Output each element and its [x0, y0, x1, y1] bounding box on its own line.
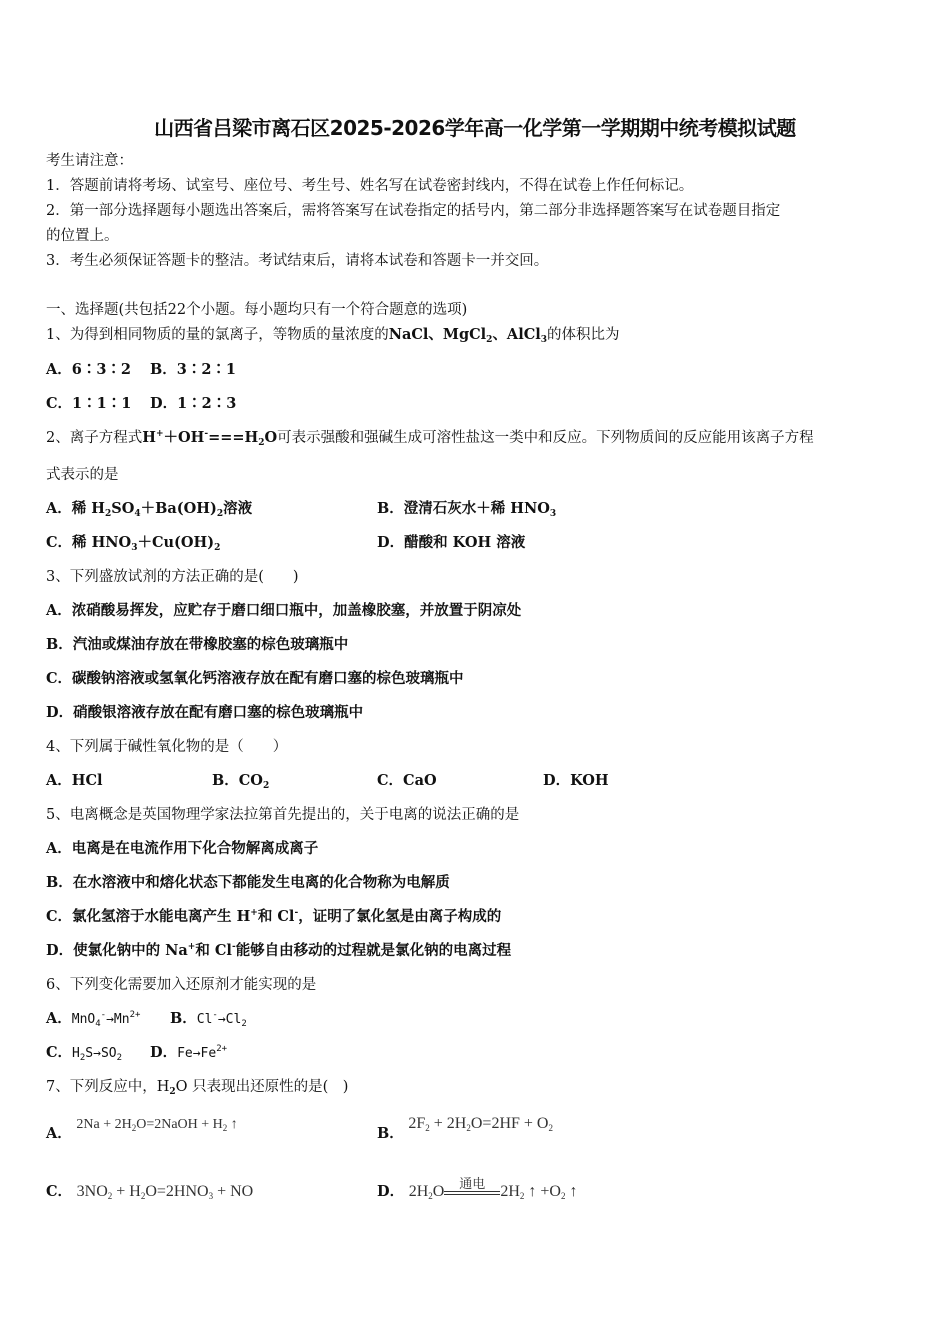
notice-item-2: 2．第一部分选择题每小题选出答案后，需将答案写在试卷指定的括号内，第二部分非选择题答案写在试卷题目指定	[46, 203, 781, 219]
q6-option-d[interactable]: D．$Fe\to Fe^{2+}$	[150, 1044, 228, 1061]
page-title: 山西省吕梁市离石区2025-2026学年高一化学第一学期期中统考模拟试题	[154, 116, 796, 140]
q2-option-a[interactable]: A．稀 $H_2SO_4+Ba(OH)_2$溶液	[46, 500, 253, 519]
q6-option-c[interactable]: C．$H_2S\to SO_2$	[46, 1044, 123, 1063]
q6-option-b[interactable]: B．$Cl^-\to Cl_2$	[170, 1010, 247, 1029]
q4-stem: 4、下列属于碱性氧化物的是（ ）	[46, 739, 288, 755]
equals-arrow	[444, 1191, 500, 1195]
q2-option-b[interactable]: B．澄清石灰水＋稀 $HNO_3$	[377, 500, 557, 519]
q2-option-c[interactable]: C．稀 $HNO_3+Cu(OH)_2$	[46, 534, 221, 553]
q1-stem: 1、为得到相同物质的量的氯离子，等物质的量浓度的NaCl、MgCl$_2$、AlCl$_3$的体积比为	[46, 326, 620, 345]
q3-option-d[interactable]: D．硝酸银溶液存放在配有磨口塞的棕色玻璃瓶中	[46, 704, 364, 721]
q5-option-b[interactable]: B．在水溶液中和熔化状态下都能发生电离的化合物称为电解质	[46, 874, 450, 891]
q4-option-a[interactable]: A．HCl	[46, 772, 103, 789]
q3-option-a[interactable]: A．浓硝酸易挥发，应贮存于磨口细口瓶中，加盖橡胶塞，并放置于阴凉处	[46, 602, 522, 619]
q7-option-d[interactable]: D． $2H_2O$ 通电 $2H_2$ ↑ $+O_2$ ↑	[377, 1176, 578, 1201]
q5-option-a[interactable]: A．电离是在电流作用下化合物解离成离子	[46, 840, 319, 857]
q5-stem: 5、电离概念是英国物理学家法拉第首先提出的，关于电离的说法正确的是	[46, 807, 520, 823]
q7-option-a[interactable]: A． $2Na + 2H_2O=2NaOH + H_2$ ↑	[46, 1117, 238, 1142]
q1-option-a[interactable]: A．6∶3∶2	[46, 361, 132, 378]
q6-stem: 6、下列变化需要加入还原剂才能实现的是	[46, 977, 317, 993]
q2-stem-cont: 式表示的是	[46, 467, 119, 483]
q7-equation-d: $2H_2O$ 通电 $2H_2$ ↑ $+O_2$ ↑	[408, 1176, 578, 1201]
q7-stem: 7、下列反应中，$H_2O$ 只表现出还原性的是( )	[46, 1079, 349, 1097]
q2-option-d[interactable]: D．醋酸和 KOH 溶液	[377, 534, 526, 551]
q7-option-c[interactable]: C． $3NO_2 + H_2O=2HNO_3$ + NO	[46, 1183, 254, 1201]
q5-option-d[interactable]: D．使氯化钠中的 Na+和 Cl-能够自由移动的过程就是氯化钠的电离过程	[46, 942, 512, 959]
q7-equation-a: $2Na + 2H_2O=2NaOH + H_2$ ↑	[76, 1117, 238, 1133]
q1-option-d[interactable]: D．1∶2∶3	[150, 395, 237, 412]
q3-option-b[interactable]: B．汽油或煤油存放在带橡胶塞的棕色玻璃瓶中	[46, 636, 349, 653]
notice-heading: 考生请注意：	[46, 153, 133, 169]
q6-option-a[interactable]: A．$MnO_4^-\to Mn^{2+}$	[46, 1010, 141, 1029]
q3-stem: 3、下列盛放试剂的方法正确的是( )	[46, 569, 299, 585]
q7-equation-c: $3NO_2 + H_2O=2HNO_3$ + NO	[76, 1183, 254, 1201]
q1-option-b[interactable]: B．3∶2∶1	[150, 361, 237, 378]
q3-option-c[interactable]: C．碳酸钠溶液或氢氧化钙溶液存放在配有磨口塞的棕色玻璃瓶中	[46, 670, 464, 687]
q5-option-c[interactable]: C．氯化氢溶于水能电离产生 H+和 Cl-，证明了氯化氢是由离子构成的	[46, 908, 502, 925]
q7-option-b[interactable]: B． $2F_2 + 2H_2O=2HF + O_2$	[377, 1115, 553, 1142]
q1-option-c[interactable]: C．1∶1∶1	[46, 395, 132, 412]
notice-item-2-cont: 的位置上。	[46, 228, 119, 244]
section-heading: 一、选择题(共包括22个小题。每小题均只有一个符合题意的选项)	[46, 302, 468, 318]
q7-equation-b: $2F_2 + 2H_2O=2HF + O_2$	[408, 1115, 553, 1133]
q4-option-d[interactable]: D．KOH	[543, 772, 609, 789]
notice-item-3: 3．考生必须保证答题卡的整洁。考试结束后，请将本试卷和答题卡一并交回。	[46, 253, 549, 269]
q4-option-b[interactable]: B．$CO_2$	[212, 772, 270, 791]
q4-option-c[interactable]: C．CaO	[377, 772, 437, 789]
electrolysis-condition: 通电	[459, 1176, 486, 1192]
notice-item-1: 1．答题前请将考场、试室号、座位号、考生号、姓名写在试卷密封线内，不得在试卷上作任何标记。	[46, 178, 694, 194]
q2-stem: 2、离子方程式$H^++OH^-===H_2O$可表示强酸和强碱生成可溶性盐这一类中和反应。下列物质间的反应能用该离子方程	[46, 429, 814, 448]
